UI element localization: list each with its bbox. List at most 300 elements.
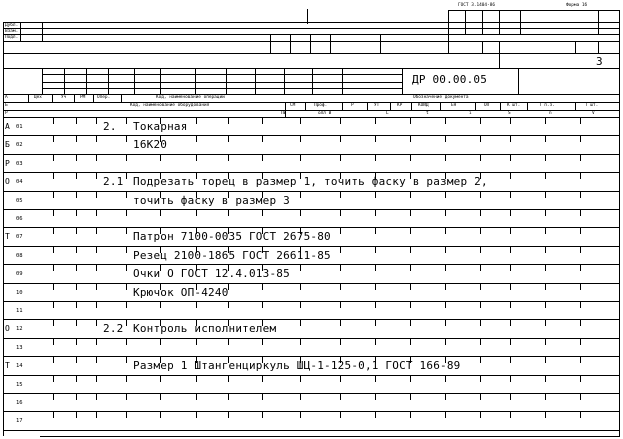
row-tick <box>96 412 97 418</box>
row-tick <box>580 118 581 124</box>
row-tick <box>96 320 97 326</box>
row-tick <box>510 136 511 142</box>
row-tick <box>126 173 127 179</box>
row-tick <box>160 155 161 161</box>
row-tick <box>160 210 161 216</box>
row-tick <box>96 265 97 271</box>
row-tick <box>340 247 341 253</box>
row-tick <box>375 302 376 308</box>
row-marker: О <box>5 324 10 333</box>
row-tick <box>480 339 481 345</box>
row-tick <box>545 173 546 179</box>
row-tick <box>545 210 546 216</box>
row-tick <box>76 118 77 124</box>
row-tick <box>300 302 301 308</box>
row-tick <box>96 339 97 345</box>
row-tick <box>160 302 161 308</box>
row-text: Контроль исполнителем <box>133 322 277 335</box>
row-tick <box>126 210 127 216</box>
row-tick <box>340 155 341 161</box>
row-tick <box>96 357 97 363</box>
row-tick <box>262 118 263 124</box>
row-number: 16 <box>16 400 23 406</box>
hdr-ceh: Цех <box>34 95 42 100</box>
row-tick <box>300 376 301 382</box>
hdr-pi: ПИ <box>281 111 287 116</box>
row-tick <box>480 357 481 363</box>
row-tick <box>160 376 161 382</box>
row-tick <box>96 136 97 142</box>
row-tick <box>375 394 376 400</box>
row-tick <box>160 412 161 418</box>
row-tick <box>340 412 341 418</box>
row-tick <box>262 394 263 400</box>
row-tick <box>196 412 197 418</box>
hdr-r: Р <box>351 103 354 108</box>
row-tick <box>445 302 446 308</box>
row-marker: Т <box>5 361 10 370</box>
hdr-t-sht: Т шт. <box>585 103 599 108</box>
row-tick <box>410 394 411 400</box>
row-tick <box>96 192 97 198</box>
row-tick <box>76 247 77 253</box>
row-tick <box>545 192 546 198</box>
row-tick <box>445 192 446 198</box>
row-tick <box>580 357 581 363</box>
row-tick <box>76 192 77 198</box>
row-tick <box>580 339 581 345</box>
row-tick <box>76 302 77 308</box>
hdr-l: L <box>386 111 389 116</box>
row-marker: А <box>5 122 10 131</box>
document-code: ДР 00.00.05 <box>412 73 488 86</box>
row-tick <box>480 155 481 161</box>
row-tick <box>410 339 411 345</box>
row-tick <box>53 228 54 234</box>
row-tick <box>262 302 263 308</box>
row-tick <box>580 173 581 179</box>
row-tick <box>580 210 581 216</box>
row-tick <box>510 412 511 418</box>
row-tick <box>126 284 127 290</box>
row-tick <box>300 192 301 198</box>
row-tick <box>480 284 481 290</box>
row-tick <box>510 284 511 290</box>
row-tick <box>228 118 229 124</box>
row-tick <box>445 376 446 382</box>
frame-right <box>619 68 620 436</box>
row-number: 08 <box>16 253 23 259</box>
row-tick <box>228 136 229 142</box>
row-tick <box>300 118 301 124</box>
hdr-oper: Опер. <box>97 95 111 100</box>
row-tick <box>196 136 197 142</box>
row-tick <box>480 412 481 418</box>
row-tick <box>53 357 54 363</box>
row-tick <box>545 302 546 308</box>
row-tick <box>53 210 54 216</box>
row-tick <box>96 173 97 179</box>
row-tick <box>445 265 446 271</box>
row-tick <box>228 302 229 308</box>
row-tick <box>375 210 376 216</box>
row-tick <box>96 210 97 216</box>
row-tick <box>160 339 161 345</box>
row-tick <box>53 284 54 290</box>
row-text: 16К20 <box>133 138 168 151</box>
row-tick <box>262 339 263 345</box>
row-tick <box>196 339 197 345</box>
row-tick <box>53 302 54 308</box>
row-tick <box>445 118 446 124</box>
form-label: Форма 1б <box>566 3 588 8</box>
hdr-b-marker: Б <box>5 103 8 108</box>
row-tick <box>510 210 511 216</box>
row-tick <box>228 412 229 418</box>
row-tick <box>510 173 511 179</box>
podl-label: Подл. <box>5 35 19 40</box>
row-marker: Р <box>5 159 10 168</box>
row-tick <box>410 210 411 216</box>
row-number: 07 <box>16 234 23 240</box>
row-tick <box>340 192 341 198</box>
row-tick <box>340 228 341 234</box>
hdr-k-sht: К шт. <box>507 103 521 108</box>
row-tick <box>410 228 411 234</box>
row-tick <box>160 394 161 400</box>
row-tick <box>545 412 546 418</box>
row-tick <box>340 210 341 216</box>
row-tick <box>580 228 581 234</box>
row-tick <box>545 228 546 234</box>
row-tick <box>53 320 54 326</box>
row-tick <box>53 173 54 179</box>
row-tick <box>510 155 511 161</box>
row-tick <box>580 376 581 382</box>
row-tick <box>580 155 581 161</box>
row-tick <box>262 284 263 290</box>
row-tick <box>480 376 481 382</box>
row-tick <box>510 247 511 253</box>
row-tick <box>445 284 446 290</box>
row-tick <box>340 265 341 271</box>
row-text: точить фаску в размер 3 <box>133 194 290 207</box>
hdr-kr: КР <box>397 103 403 108</box>
row-tick <box>53 155 54 161</box>
row-tick <box>410 192 411 198</box>
row-tick <box>510 394 511 400</box>
hdr-t: t <box>426 111 429 116</box>
row-tick <box>545 118 546 124</box>
row-tick <box>228 376 229 382</box>
row-tick <box>300 339 301 345</box>
row-tick <box>76 228 77 234</box>
row-tick <box>580 284 581 290</box>
row-tick <box>340 394 341 400</box>
row-tick <box>196 155 197 161</box>
row-tick <box>262 210 263 216</box>
row-text: Размер 1 Штангенциркуль ШЦ-1-125-0,1 ГОСТ 166-89 <box>133 359 461 372</box>
row-tick <box>375 228 376 234</box>
row-number: 13 <box>16 345 23 351</box>
row-tick <box>545 284 546 290</box>
row-number: 04 <box>16 179 23 185</box>
hdr-t-pz: Т п.з. <box>539 103 555 108</box>
row-tick <box>375 118 376 124</box>
row-tick <box>76 339 77 345</box>
row-operation-number: 2.1 <box>103 175 124 188</box>
hdr-doc-designation: Обозначение документа <box>413 95 469 100</box>
row-tick <box>76 357 77 363</box>
hdr-rm: РМ <box>80 95 86 100</box>
row-tick <box>300 412 301 418</box>
row-tick <box>228 155 229 161</box>
row-tick <box>545 376 546 382</box>
row-rule <box>3 430 620 431</box>
row-tick <box>545 357 546 363</box>
hdr-koid: КОИД <box>418 103 429 108</box>
hdr-oll-v: олл В <box>318 111 332 116</box>
row-tick <box>510 376 511 382</box>
row-tick <box>126 339 127 345</box>
row-tick <box>126 320 127 326</box>
row-number: 06 <box>16 216 23 222</box>
row-tick <box>76 155 77 161</box>
hdr-sm: СМ <box>290 103 296 108</box>
row-tick <box>300 320 301 326</box>
row-tick <box>480 192 481 198</box>
row-tick <box>126 192 127 198</box>
row-tick <box>375 284 376 290</box>
row-tick <box>445 339 446 345</box>
row-tick <box>76 320 77 326</box>
row-marker: О <box>5 177 10 186</box>
row-tick <box>580 394 581 400</box>
row-text: Крючок ОП-4240 <box>133 286 229 299</box>
row-tick <box>445 228 446 234</box>
row-tick <box>375 320 376 326</box>
row-tick <box>375 376 376 382</box>
row-tick <box>300 155 301 161</box>
row-tick <box>262 155 263 161</box>
row-tick <box>410 302 411 308</box>
row-tick <box>53 376 54 382</box>
row-tick <box>126 394 127 400</box>
row-tick <box>375 339 376 345</box>
row-tick <box>445 136 446 142</box>
row-tick <box>196 118 197 124</box>
row-number: 14 <box>16 363 23 369</box>
row-tick <box>228 339 229 345</box>
row-tick <box>196 302 197 308</box>
row-tick <box>262 412 263 418</box>
row-tick <box>196 210 197 216</box>
row-tick <box>228 394 229 400</box>
row-tick <box>126 228 127 234</box>
row-tick <box>545 394 546 400</box>
row-tick <box>126 302 127 308</box>
row-tick <box>410 265 411 271</box>
row-text: Очки О ГОСТ 12.4.013-85 <box>133 267 290 280</box>
row-tick <box>510 265 511 271</box>
hdr-ut: УТ <box>374 103 380 108</box>
row-tick <box>96 118 97 124</box>
hdr-equipment: Код, наименование оборудования <box>130 103 210 108</box>
row-tick <box>580 320 581 326</box>
row-number: 09 <box>16 271 23 277</box>
row-tick <box>375 265 376 271</box>
row-number: 10 <box>16 290 23 296</box>
row-tick <box>580 412 581 418</box>
row-tick <box>445 155 446 161</box>
row-tick <box>510 339 511 345</box>
row-tick <box>76 284 77 290</box>
row-tick <box>126 376 127 382</box>
row-tick <box>340 136 341 142</box>
row-tick <box>375 192 376 198</box>
hdr-i: i <box>469 111 472 116</box>
row-tick <box>480 136 481 142</box>
row-tick <box>126 247 127 253</box>
row-tick <box>53 247 54 253</box>
hdr-op: ОП <box>484 103 490 108</box>
row-tick <box>126 118 127 124</box>
row-tick <box>545 136 546 142</box>
row-tick <box>126 136 127 142</box>
row-tick <box>53 412 54 418</box>
row-number: 01 <box>16 124 23 130</box>
row-tick <box>410 155 411 161</box>
row-tick <box>96 284 97 290</box>
row-tick <box>96 376 97 382</box>
hdr-uch: Уч <box>61 95 67 100</box>
row-tick <box>76 394 77 400</box>
row-tick <box>445 394 446 400</box>
row-tick <box>580 265 581 271</box>
row-tick <box>480 394 481 400</box>
row-text: Подрезать торец в размер 1, точить фаску в размер 2, <box>133 175 488 188</box>
row-tick <box>510 192 511 198</box>
row-tick <box>228 210 229 216</box>
row-tick <box>545 320 546 326</box>
row-tick <box>510 118 511 124</box>
row-tick <box>76 173 77 179</box>
row-tick <box>445 210 446 216</box>
row-tick <box>445 412 446 418</box>
row-tick <box>96 302 97 308</box>
row-tick <box>96 155 97 161</box>
row-marker: Т <box>5 232 10 241</box>
row-tick <box>410 247 411 253</box>
row-tick <box>196 376 197 382</box>
row-tick <box>375 136 376 142</box>
hdr-n: n <box>549 111 552 116</box>
hdr-r-marker: Р <box>5 111 8 116</box>
row-tick <box>410 284 411 290</box>
row-tick <box>480 118 481 124</box>
hdr-prof: Проф. <box>314 103 328 108</box>
row-tick <box>410 118 411 124</box>
hdr-en: ЕН <box>451 103 457 108</box>
row-number: 05 <box>16 198 23 204</box>
row-number: 12 <box>16 326 23 332</box>
row-tick <box>262 376 263 382</box>
row-text: Токарная <box>133 120 188 133</box>
frame-left <box>3 68 4 436</box>
hdr-s: S <box>508 111 511 116</box>
row-tick <box>300 210 301 216</box>
row-text: Патрон 7100-0035 ГОСТ 2675-80 <box>133 230 331 243</box>
row-tick <box>480 210 481 216</box>
row-tick <box>76 210 77 216</box>
row-tick <box>480 228 481 234</box>
frame-bottom <box>40 436 620 437</box>
row-tick <box>53 118 54 124</box>
row-tick <box>410 376 411 382</box>
row-tick <box>480 247 481 253</box>
row-tick <box>300 265 301 271</box>
row-tick <box>375 155 376 161</box>
row-tick <box>300 136 301 142</box>
row-tick <box>510 320 511 326</box>
row-tick <box>510 302 511 308</box>
row-tick <box>410 412 411 418</box>
row-tick <box>580 247 581 253</box>
row-number: 11 <box>16 308 23 314</box>
sheet-number: 3 <box>596 55 603 68</box>
row-tick <box>300 394 301 400</box>
row-number: 02 <box>16 142 23 148</box>
row-text: Резец 2100-1865 ГОСТ 26611-85 <box>133 249 331 262</box>
row-tick <box>375 412 376 418</box>
vzam-label: Взам. <box>5 29 19 34</box>
row-tick <box>545 265 546 271</box>
row-tick <box>340 284 341 290</box>
row-number: 03 <box>16 161 23 167</box>
row-tick <box>580 192 581 198</box>
row-tick <box>340 320 341 326</box>
row-tick <box>340 302 341 308</box>
row-tick <box>510 228 511 234</box>
row-number: 17 <box>16 418 23 424</box>
row-tick <box>53 339 54 345</box>
row-tick <box>580 302 581 308</box>
row-number: 15 <box>16 382 23 388</box>
row-tick <box>76 412 77 418</box>
row-operation-number: 2. <box>103 120 117 133</box>
row-tick <box>196 394 197 400</box>
row-tick <box>76 376 77 382</box>
row-tick <box>126 155 127 161</box>
row-tick <box>300 284 301 290</box>
row-tick <box>96 394 97 400</box>
row-tick <box>76 136 77 142</box>
row-tick <box>96 247 97 253</box>
row-tick <box>480 265 481 271</box>
hdr-operation-name: Код, наименование операции <box>156 95 225 100</box>
row-tick <box>510 357 511 363</box>
row-tick <box>480 302 481 308</box>
row-tick <box>53 265 54 271</box>
row-marker: Б <box>5 140 10 149</box>
row-tick <box>340 118 341 124</box>
row-tick <box>410 136 411 142</box>
row-tick <box>375 247 376 253</box>
row-tick <box>545 155 546 161</box>
row-tick <box>53 192 54 198</box>
row-tick <box>53 394 54 400</box>
row-tick <box>126 265 127 271</box>
